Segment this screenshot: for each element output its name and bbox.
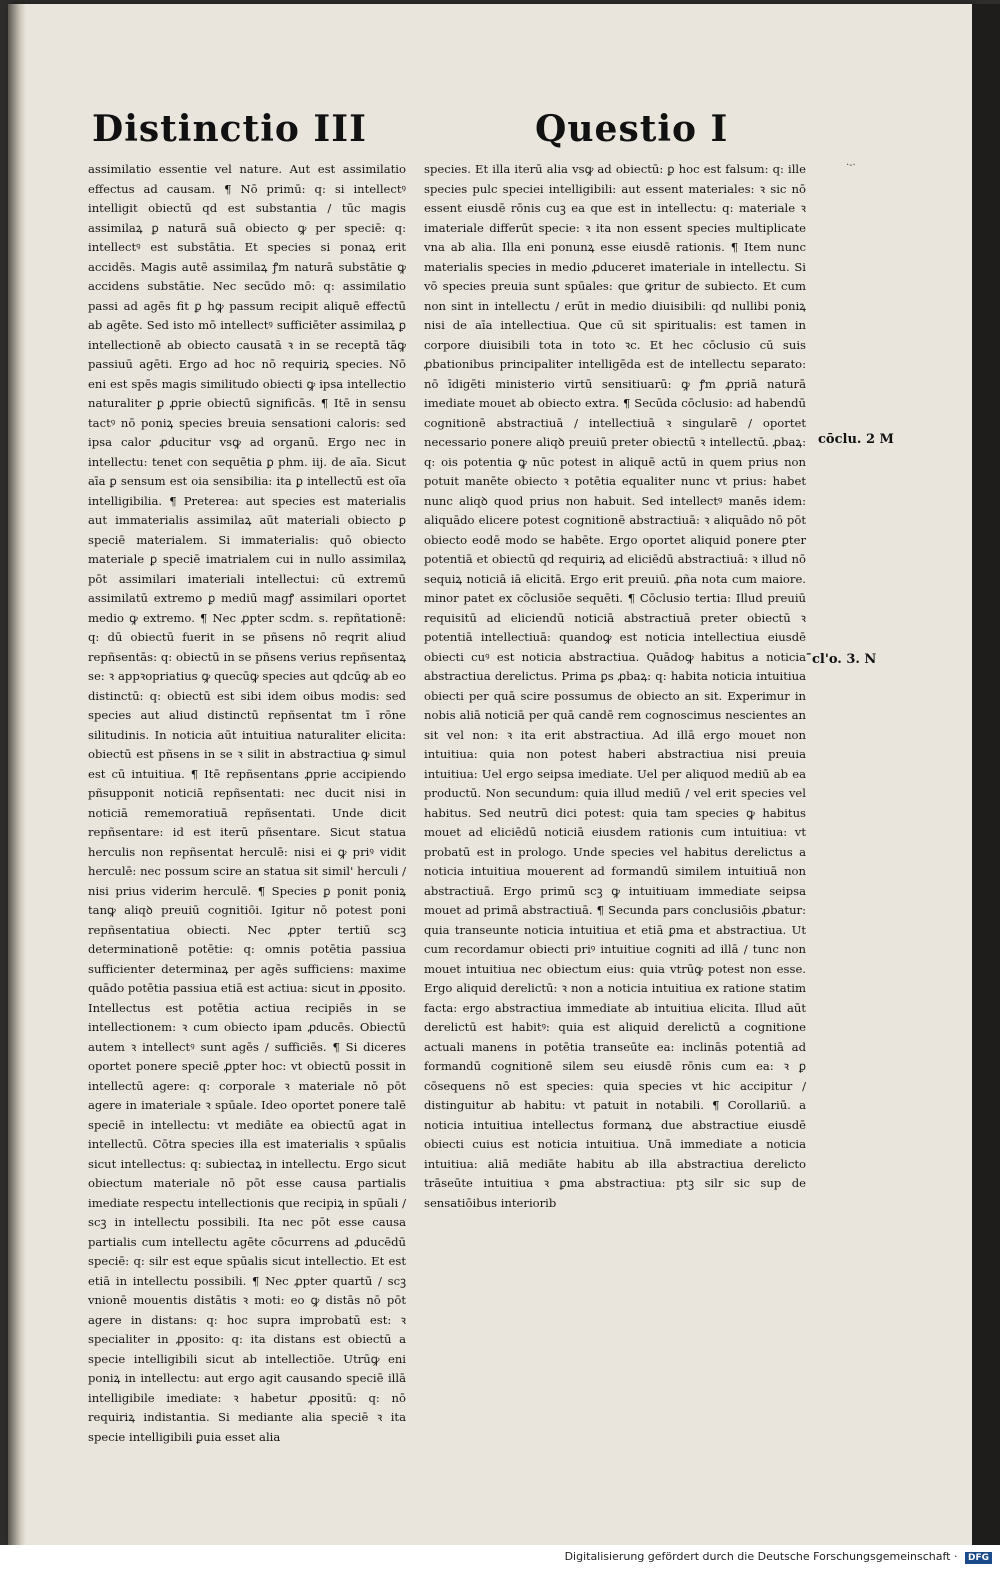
text-column-left <box>88 160 406 1444</box>
page-gutter <box>8 4 26 1545</box>
margin-note-conclusio-2: cōclu. 2 M <box>818 432 894 447</box>
header-distinctio: Distinctio III <box>92 108 367 150</box>
header-questio: Questio I <box>535 108 729 150</box>
funding-text: Digitalisierung gefördert durch die Deutsche Forschungsgemeinschaft · <box>564 1550 958 1563</box>
column-left-text: assimilatio essentie vel nature. Aut est assimilatio effectus ad causam. ¶ Nō primū: q: si intellectꝰ intelligit obiectū qd est substantia / tūc magis assimilaꝝ ꝑ naturā suā obiecto ꝙ per speciē: q: intellectꝰ est substātia. Et species si ponaꝝ erit accidēs. Magis autē assimilaꝝ ꝭm naturā substātie ꝙ accidens substātie. Nec secūdo mō: q: assimilatio passi ad agēs fit ꝑ hꝙ passum recipit aliquē effectū ab agēte. Sed isto mō intellectꝰ sufficiēter assimilaꝝ ꝑ intellectionē ab obiecto causatā ꝛ in se receptā tāꝙ passiuū agēti. Ergo ad hoc nō requiriꝝ species. Nō eni est spēs magis similitudo obiecti ꝙ ipsa intellectio naturaliter ꝑ ꝓprie obiectū significās. ¶ Itē in sensu tactꝰ nō poniꝝ species breuia sensationi caloris: sed ipsa calor ꝓducitur vsꝙ ad organū. Ergo nec in intellectu: tenet con sequētia ꝑ phm. iij. de aīa. Sicut aīa ꝑ sensum est oia sensibilia: ita ꝑ intellectū est oīa intelligibilia. ¶ Preterea: aut species est materialis aut immaterialis assimilaꝝ aūt materiali obiecto ꝑ speciē materialem. Si immaterialis: quō obiecto materiale ꝑ speciē imatrialem cui in nullo assimilaꝝ pōt assimilari imateriali intellectui: cū extremū assimilatū extremo ꝑ mediū magꝭ assimilari oportet medio ꝙ extremo. ¶ Nec ꝓpter scdm. s. repñtationē: q: dū obiectū fuerit in se pñsens nō reqrit aliud repñsentās: q: obiectū in se pñsens verius repñsentaꝝ se: ꝛ appꝛopriatius ꝙ quecūꝙ species aut qdcūꝙ ab eo distinctū: q: obiectū est sibi idem oibus modis: sed species aut aliud distinctū repñsentat tm ī rōne silitudinis. In noticia aūt intuitiua naturaliter elicita: obiectū est pñsens in se ꝛ silit in abstractiua ꝙ simul est cū intuitiua. ¶ Itē repñsentans ꝓprie accipiendo pñsupponit noticiā repñsentati: nec ducit nisi in noticiā rememoratiuā repñsentati. Unde dicit repñsentare: id est iterū pñsentare. Sicut statua herculis non repñsentat herculē: nisi ei ꝙ priꝰ vidit herculē: nec possum scire an statua sit simil' herculi / nisi prius viderim herculē. ¶ Species ꝑ ponit poniꝝ tanꝙ aliqꝺ preuiū cognitiōi. Igitur nō potest poni repñsentatiua obiecti. Nec ꝓpter tertiū scꝫ determinationē potētie: q: omnis potētia passiua sufficienter determinaꝝ per agēs sufficiens: maxime quādo potētia passiua etiā est actiua: sicut in ꝓposito. Intellectus est potētia actiua recipiēs in se intellectionem: ꝛ cum obiecto ipam ꝓducēs. Obiectū autem ꝛ intellectꝰ sunt agēs / sufficiēs. ¶ Si diceres oportet ponere speciē ꝓpter hoc: vt obiectū possit in intellectū agere: q: corporale ꝛ materiale nō pōt agere in imateriale ꝛ spūale. Ideo oportet ponere talē speciē in intellectu: vt mediāte ea obiectū agat in intellectū. Cōtra species illa est imaterialis ꝛ spūalis sicut intellectus: q: subiectaꝝ in intellectu. Ergo sicut obiectum materiale nō pōt esse causa partialis imediate respectu intellectionis que recipiꝝ in spūali / scꝫ in intellectu possibili. Ita nec pōt esse causa partialis cum intellectu agēte cōcurrens ad ꝓducēdū speciē: q: silr est eque spūalis sicut intellectio. Et est etiā in intellectu possibili. ¶ Nec ꝓpter quartū / scꝫ vnionē mouentis distātis ꝛ moti: eo ꝙ distās nō pōt agere in distans: q: hoc supra improbatū est: ꝛ specialiter in ꝓposito: q: ita distans est obiectū a specie intelligibili sicut ab intellectiōe. Utrūꝙ eni poniꝝ in intellectu: aut ergo agit causando speciē illā intelligibile imediate: ꝛ habetur ꝓpositū: q: nō requiriꝝ indistantia. Si mediante alia speciē ꝛ ita specie intelligibili ꝑuia esset alia <box>88 162 406 1444</box>
funding-credit <box>565 1550 992 1564</box>
margin-note-conclusio-3: ̄cl'o. 3. N <box>812 652 877 667</box>
column-right-text: species. Et illa iterū alia vsꝙ ad obiectū: ꝑ hoc est falsum: q: ille species pulc speciei intelligibili: aut essent materiales: ꝛ sic nō essent eiusdē rōnis cuꝫ ea que est in intellectu: q: materiale ꝛ imateriale differūt specie: ꝛ ita non essent species multiplicate vna ab alia. Illa eni ponunꝝ esse eiusdē rationis. ¶ Item nunc materialis species in medio ꝓduceret imateriale in intellectu. Si vō species preuia sunt spūales: que ꝙritur de subiecto. Et cum non sint in intellectu / erūt in medio diuisibili: qd nullibi poniꝝ nisi de aīa intellectiua. Que cū sit spiritualis: est tamen in corpore diuisibili tota in toto ꝛc. Et hec cōclusio cū suis ꝓbationibus principaliter intelligēda est de intellectu separato: nō īdigēti ministerio virtū sensitiuarū: ꝙ ꝭm ꝓpriā naturā imediate mouet ab obiecto extra. ¶ Secūda cōclusio: ad habendū cognitionē abstractiuā / intellectiuā ꝛ singularē / oportet necessario ponere aliqꝺ preuiū preter obiectū ꝛ intellectū. ꝓbaꝝ: q: ois potentia ꝙ nūc potest in aliquē actū in quem prius non potuit manēte obiecto ꝛ potētia equaliter nunc vt prius: habet nunc aliqꝺ quod prius non habuit. Sed intellectꝰ manēs idem: aliquādo elicere potest cognitionē abstractiuā: ꝛ aliquādo nō pōt obiecto eodē modo se habēte. Ergo oportet aliquid ponere ꝑter potentiā et obiectū qd requiriꝝ ad eliciēdū abstractiuā: ꝛ illud nō sequiꝝ noticiā iā elicitā. Ergo erit preuiū. ꝓña nota cum maiore. minor patet ex cōclusiōe sequēti. ¶ Cōclusio tertia: Illud preuiū requisitū ad eliciendū noticiā abstractiuā preter obiectū ꝛ potentiā intellectiuā: quandoꝙ est noticia intellectiua eiusdē obiecti cuꝰ est noticia abstractiua. Quādoꝙ habitus a noticia abstractiua derelictus. Prima ꝑs ꝓbaꝝ: q: habita noticia intuitiua obiecti per quā scire possumus de obiecto an sit. Experimur in nobis aliā noticiā per quā candē rem cognoscimus nescientes an sit vel non: ꝛ ita erit abstractiua. Ad illā ergo mouet non intuitiua: quia non potest haberi abstractiua nisi preuia intuitiua: Uel ergo seipsa imediate. Uel per aliquod mediū ab ea productū. Non secundum: quia illud mediū / vel erit species vel habitus. Sed neutrū dici potest: quia tam species ꝙ habitus mouet ad eliciēdū noticiā eiusdem rationis cum intuitiua: vt probatū est in prologo. Unde species vel habitus derelictus a noticia intuitiua mouerent ad formandū similem intuitiuā non abstractiuā. Ergo primū scꝫ ꝙ intuitiuam immediate seipsa mouet ad primā abstractiuā. ¶ Secunda pars conclusiōis ꝓbatur: quia transeunte noticia intuitiua et etiā ꝑma et abstractiua. Ut cum recordamur obiecti priꝰ intuitiue cogniti ad illā / tunc non mouet intuitiua nec obiectum eius: quia vtrūꝙ potest non esse. Ergo aliquid derelictū: ꝛ non a noticia intuitiua ex ratione statim facta: ergo abstractiua immediate ab intuitiua elicita. Illud aūt derelictū est habitꝰ: quia est aliquid derelictū a cognitione actuali manens in potētia transeūte ea: inclinās potentiā ad formandū cognitionē silem seu eiusdē rōnis cum ea: ꝛ ꝑ cōsequens nō est species: quia species vt hic accipitur / distinguitur ab habitu: vt patuit in notabili. ¶ Corollariū. a noticia intuitiua intellectus formanꝝ due abstractiue eiusdē obiecti cuius est noticia intuitiua. Unā immediate a noticia intuitiua: aliā mediāte habitu ab illa abstractiua derelicto trāseūte intuitiua ꝛ ꝑma abstractiua: ptꝫ silr sic sup de sensatiōibus interiorib <box>424 162 806 1210</box>
text-column-right <box>424 160 806 1310</box>
scan-edge <box>972 4 1000 1545</box>
dfg-logo: DFG <box>965 1552 992 1564</box>
margin-mark: ·-· <box>846 160 856 171</box>
